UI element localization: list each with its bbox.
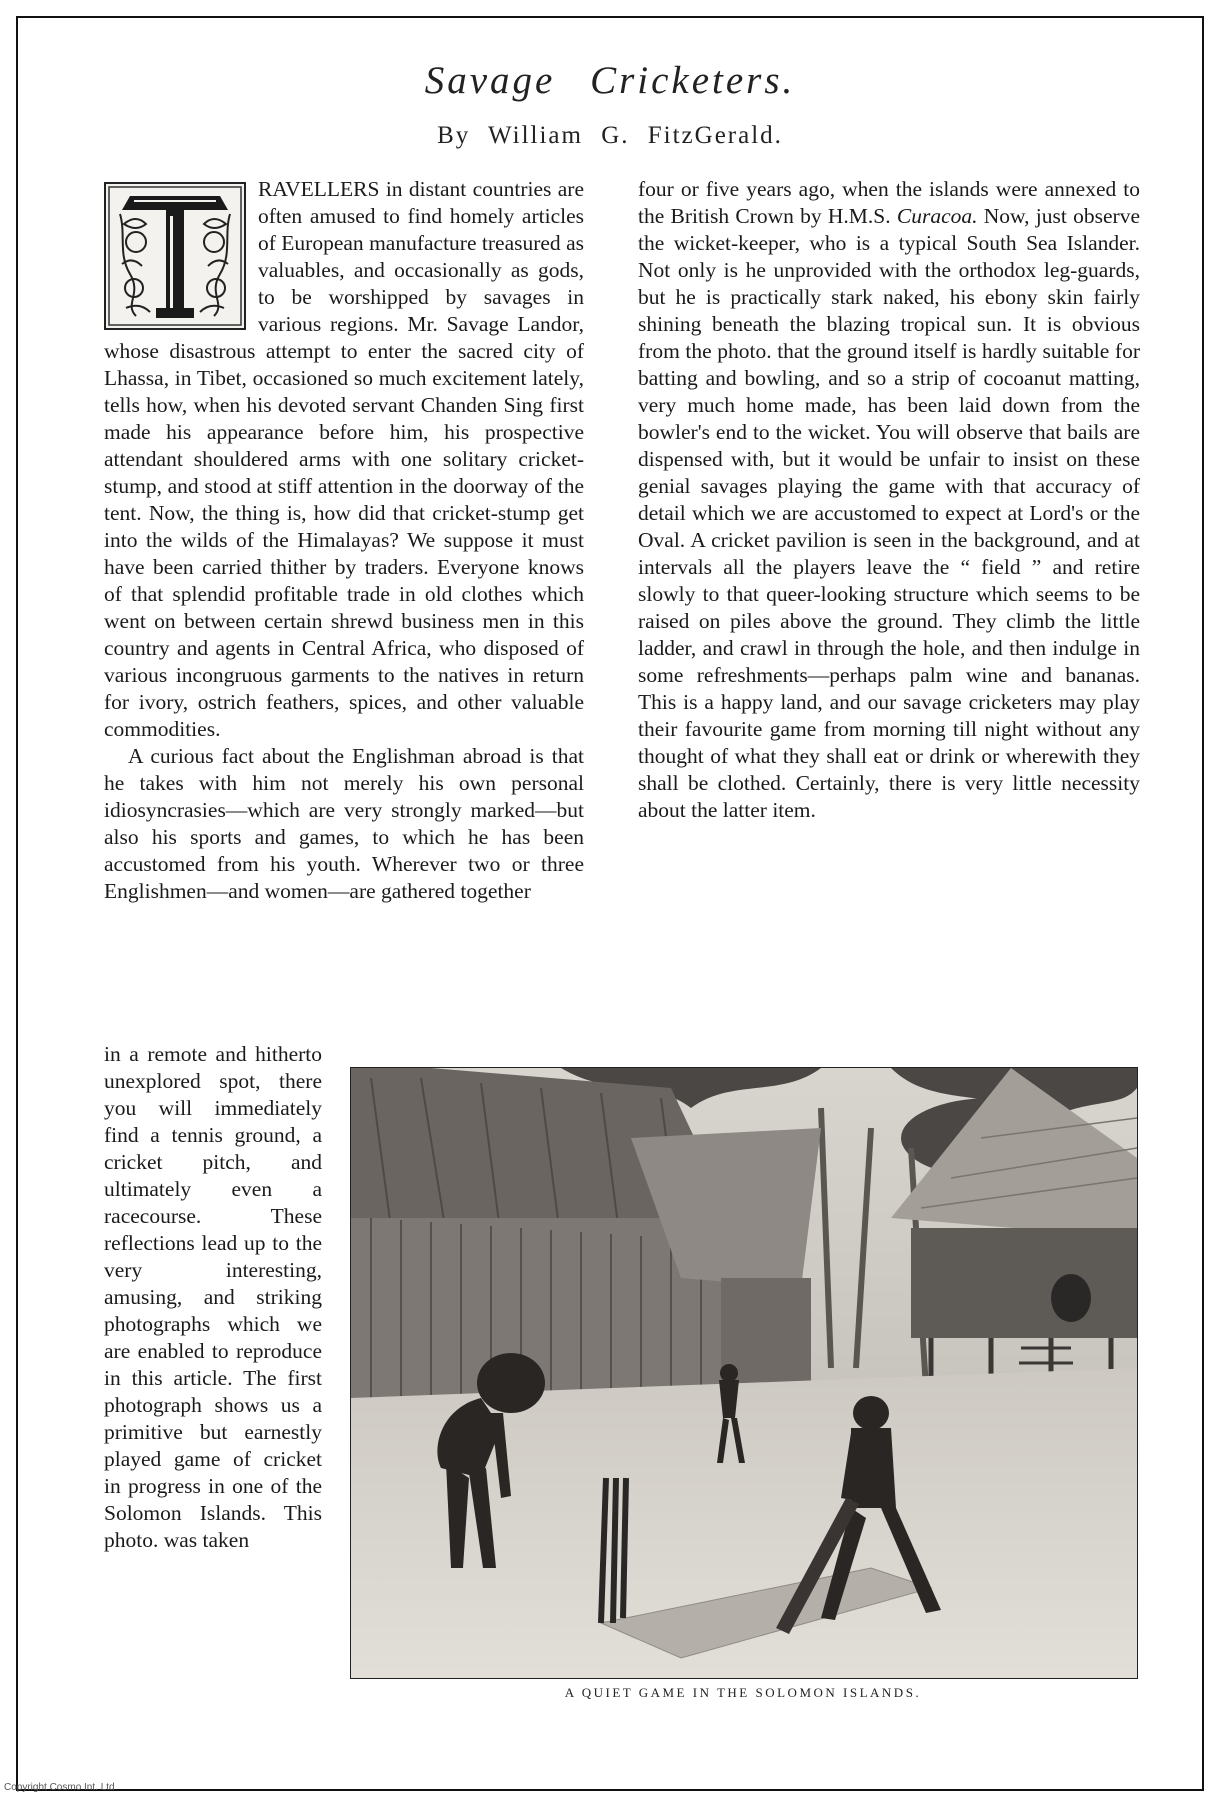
- left-column: [104, 176, 584, 905]
- copyright-notice: Copyright Cosmo Int. Ltd: [4, 1782, 115, 1793]
- right-text-before-ship: four or five years ago, when the islands were annexed to the British Crown by H.M.S.: [638, 177, 1140, 228]
- article-title: Savage Cricketers.: [424, 59, 796, 102]
- ship-name: Curacoa.: [896, 204, 978, 228]
- right-text-after-ship: Now, just observe the wicket-keeper, who is a typical South Sea Islander. Not only is he unprovided with the orthodox leg-guards, but he is practically stark naked, his ebony skin fairly shining beneath the blazing tropical sun. It is obvious from the photo. that the ground itself is hardly suitable for batting and bowling, and so a strip of cocoanut matting, very much home made, has been laid down from the bowler's end to the wicket. You will observe that bails are dispensed with, but it would be unfair to insist on these genial savages playing the game with that accuracy of detail which we are accustomed to expect at Lord's or the Oval. A cricket pavilion is seen in the background, and at intervals all the players leave the “ field ” and retire slowly to that queer-looking structure which seems to be raised on piles above the ground. They climb the little ladder, and crawl in through the hole, and then indulge in some refreshments—perhaps palm wine and bananas. This is a happy land, and our savage cricketers may play their favourite game from morning till night without any thought of what they shall eat or drink or wherewith they shall be clothed. Certainly, there is very little necessity about the latter item.: [638, 204, 1140, 822]
- right-column: [638, 176, 1140, 824]
- cricket-photograph: [350, 1067, 1138, 1679]
- paragraph-2: A curious fact about the Englishman abroad is that he takes with him not merely his own personal idiosyncrasies—which are very strongly marked—but also his sports and games, to which he has been accustomed from his youth. Wherever two or three Englishmen—and women—are gathered together: [104, 744, 584, 903]
- cricket-scene-image: [351, 1068, 1137, 1678]
- decorative-floral-icon: [106, 184, 244, 328]
- photo-caption: A QUIET GAME IN THE SOLOMON ISLANDS.: [564, 1685, 922, 1700]
- article-byline: By William G. FitzGerald.: [437, 122, 783, 149]
- narrow-column: in a remote and hitherto unexplored spot, there you will immediately find a tennis ground, a cricket pitch, and ultimately even a racecourse. These reflections lead up to the very interesting, amusing, and striking photographs which we are enabled to reproduce in this article. The first photograph shows us a primitive but earnestly played game of cricket in progress in one of the Solomon Islands. This photo. was taken: [104, 1042, 322, 1552]
- paragraph-1-text: in distant countries are often amused to find homely articles of European manufacture treasured as valuables, and occasionally as gods, to be worshipped by savages in various regions. Mr. Savage Landor, whose disastrous attempt to enter the sacred city of Lhassa, in Tibet, occasioned so much excitement lately, tells how, when his devoted servant Chanden Sing first made his appearance before him, his prospective attendant shouldered arms with one solitary cricket-stump, and stood at stiff attention in the doorway of the tent. Now, the thing is, how did that cricket-stump get into the wilds of the Himalayas? We suppose it must have been carried thither by traders. Everyone knows of that splendid profitable trade in old clothes which went on between certain shrewd business men in this country and agents in Central Africa, who disposed of various incongruous garments to the natives in return for ivory, ostrich feathers, spices, and other valuable commodities.: [104, 177, 584, 741]
- first-word: RAVELLERS: [258, 177, 380, 201]
- drop-cap-ornament: [104, 182, 246, 330]
